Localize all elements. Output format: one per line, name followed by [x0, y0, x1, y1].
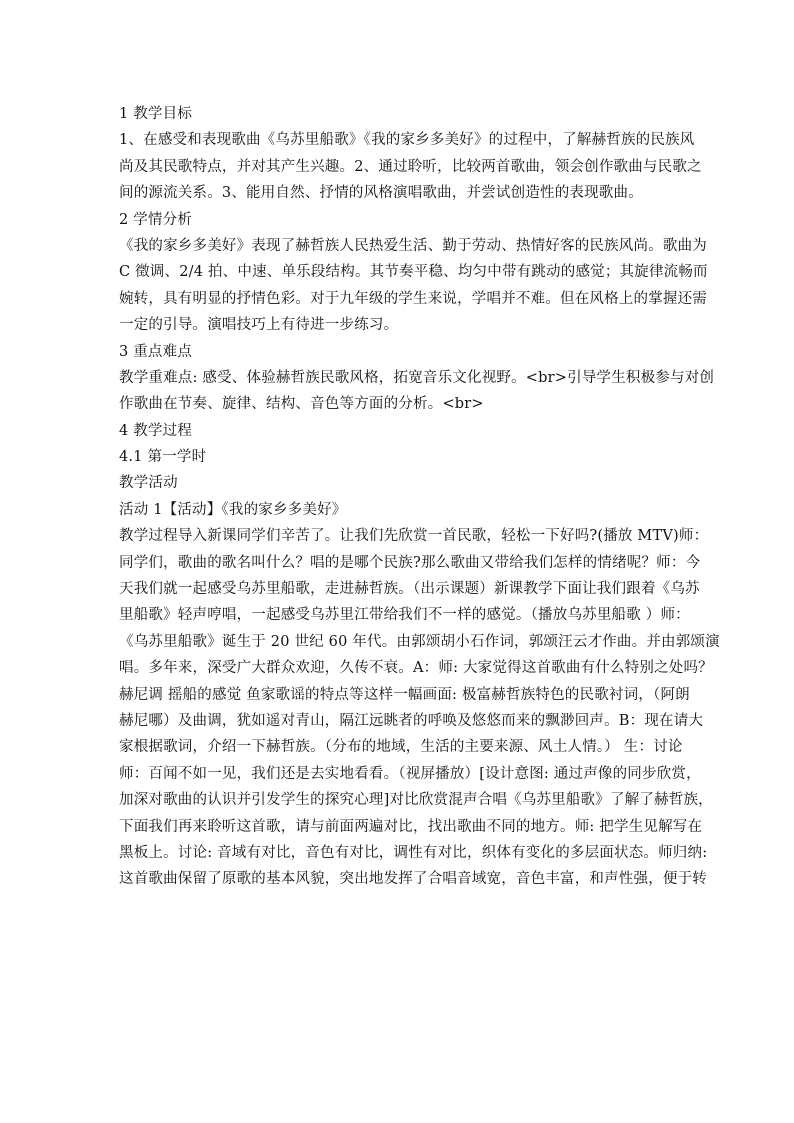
- document-body: [119, 101, 720, 893]
- paragraph-line: 黑板上。讨论: 音域有对比，音色有对比，调性有对比，织体有变化的多层面状态。师归纳:: [119, 844, 708, 861]
- paragraph-line: 尚及其民歌特点，并对其产生兴趣。2、通过聆听，比较两首歌曲，领会创作歌曲与民歌之: [119, 158, 702, 175]
- paragraph-line: 里船歌》轻声哼唱，一起感受乌苏里江带给我们不一样的感觉。（播放乌苏里船歌 ）师：: [119, 607, 690, 624]
- section-heading-objectives: 1 教学目标: [119, 106, 193, 122]
- paragraph-line: 同学们，歌曲的歌名叫什么？唱的是哪个民族?那么歌曲又带给我们怎样的情绪呢？师：今: [119, 554, 701, 571]
- subsection-heading-first-lesson: 4.1 第一学时: [119, 449, 207, 466]
- paragraph-line: 加深对歌曲的认识并引发学生的探究心理]对比欣赏混声合唱《乌苏里船歌》了解了赫哲族，: [119, 792, 713, 809]
- section-heading-process: 4 教学过程: [119, 422, 193, 439]
- paragraph-line: C 徵调、2/4 拍、中速、单乐段结构。其节奏平稳、均匀中带有跳动的感觉；其旋律流畅而: [119, 264, 708, 281]
- paragraph-line: 下面我们再来聆听这首歌，请与前面两遍对比，找出歌曲不同的地方。师: 把学生见解写在: [119, 818, 703, 835]
- paragraph-line: 赫尼哪）及曲调，犹如遥对青山，隔江远眺者的呼唤及悠悠而来的飘渺回声。B：现在请大: [119, 712, 704, 729]
- paragraph-line: 师：百闻不如一见，我们还是去实地看看。（视屏播放）[设计意图: 通过声像的同步欣赏，: [119, 765, 701, 782]
- paragraph-line: 1、在感受和表现歌曲《乌苏里船歌》《我的家乡多美好》的过程中，了解赫哲族的民族风: [119, 132, 695, 149]
- paragraph-line: 作歌曲在节奏、旋律、结构、音色等方面的分析。<br>: [119, 396, 484, 413]
- paragraph-line: 间的源流关系。3、能用自然、抒情的风格演唱歌曲，并尝试创造性的表现歌曲。: [119, 185, 643, 202]
- paragraph-line: 教学过程导入新课同学们辛苦了。让我们先欣赏一首民歌，轻松一下好吗?(播放 MTV)师：: [119, 528, 709, 545]
- paragraph-line: 《我的家乡多美好》表现了赫哲族人民热爱生活、勤于劳动、热情好客的民族风尚。歌曲为: [119, 237, 707, 254]
- paragraph-line: 一定的引导。演唱技巧上有待进一步练习。: [119, 317, 399, 334]
- paragraph-line: 家根据歌词，介绍一下赫哲族。（分布的地域，生活的主要来源、风土人情。） 生：讨论: [119, 739, 683, 756]
- paragraph-line: 赫尼调 摇船的感觉 鱼家歌谣的特点等这样一幅画面: 极富赫哲族特色的民歌衬词，（阿朗: [119, 686, 690, 703]
- paragraph-line: 唱。多年来，深受广大群众欢迎，久传不衰。A：师: 大家觉得这首歌曲有什么特别之处吗？: [119, 660, 713, 677]
- section-heading-analysis: 2 学情分析: [119, 211, 193, 228]
- paragraph-line: 《乌苏里船歌》诞生于 20 世纪 60 年代。由郭颂胡小石作词，郭颂汪云才作曲。并由郭颂演: [119, 633, 720, 650]
- subsection-heading-activities: 教学活动: [119, 475, 178, 492]
- paragraph-line: 教学重难点: 感受、体验赫哲族民歌风格，拓宽音乐文化视野。<br>引导学生积极参与对创: [119, 369, 715, 386]
- section-heading-key-points: 3 重点难点: [119, 343, 193, 360]
- paragraph-line: 天我们就一起感受乌苏里船歌，走进赫哲族。（出示课题）新课教学下面让我们跟着《乌苏: [119, 581, 700, 598]
- activity-title: 活动 1【活动】《我的家乡多美好》: [119, 501, 347, 518]
- paragraph-line: 这首歌曲保留了原歌的基本风貌，突出地发挥了合唱音域宽，音色丰富，和声性强，便于转: [119, 871, 707, 888]
- paragraph-line: 婉转，具有明显的抒情色彩。对于九年级的学生来说，学唱并不难。但在风格上的掌握还需: [119, 290, 707, 307]
